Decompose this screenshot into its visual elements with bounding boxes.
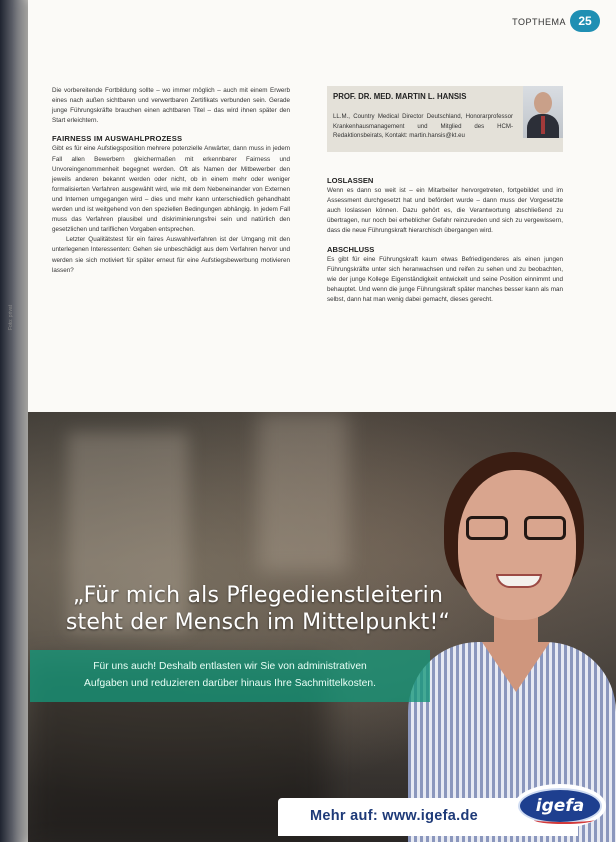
igefa-logo xyxy=(514,784,606,828)
ad-headline-line2: steht der Mensch im Mittelpunkt!“ xyxy=(65,610,451,635)
woman-smile xyxy=(496,574,542,588)
author-name: PROF. DR. MED. MARTIN L. HANSIS xyxy=(333,92,467,101)
glasses-icon xyxy=(466,516,570,542)
ad-url-link[interactable]: Mehr auf: www.igefa.de xyxy=(310,808,478,824)
ad-headline xyxy=(28,582,488,636)
ad-body-line1: Für uns auch! Deshalb entlasten wir Sie von administrativen xyxy=(93,661,367,672)
author-box xyxy=(327,86,563,152)
left-column xyxy=(52,86,290,276)
paragraph: Letzter Qualitätstest für ein faires Auswahlverfahren ist der Umgang mit den unterlegenen Interessenten: Gehen sie unbeschädigt aus dem Verfahren hervor und werden sie sich motiviert für später erneut für eine Aufstiegsbewerbung motivieren lassen? xyxy=(52,236,290,274)
glasses-lens-right xyxy=(524,516,566,540)
photo-credit: Foto: privat xyxy=(8,304,14,330)
subheading-fairness: FAIRNESS IM AUSWAHLPROZESS xyxy=(52,134,183,144)
author-bio: LL.M., Country Medical Director Deutschland, Honorarprofessor Krankenhausmanagement und Mitglied des HCM-Redaktionsbeirats, Kontakt: martin.hansis@kt.eu xyxy=(333,113,513,140)
portrait-tie xyxy=(541,116,545,134)
paragraph: Gibt es für eine Aufstiegsposition mehrere potenzielle Anwärter, dann muss in jedem Fall allen Bewerbern gleichermaßen mit erkennbarer Fairness und Unvoreingenommenheit begegnet werden. Oft als Namen der Mitbewerber den jeweils anderen bekannt werden oder nicht, ob in einem mehr oder weniger formalisierten Verfahren ausgewählt wird, wie mit dem Nebeneinander von Externen und Internen umgegangen wird – dies und mehr kann unterschiedlich gehandhabt werden und ist weitgehend von den speziellen Bedingungen abhängig. In jedem Fall muss das Verfahren plausibel und diskriminierungsfrei sein und natürlich den gesetzlichen und tariflichen Vorgaben entsprechen. xyxy=(52,145,290,234)
ad-body-line2: Aufgaben und reduzieren darüber hinaus Ihre Sachmittelkosten. xyxy=(84,678,376,689)
ad-body-box xyxy=(30,650,430,702)
ad-headline-line1: „Für mich als Pflegedienstleiterin xyxy=(72,583,444,608)
author-portrait xyxy=(523,86,563,138)
paragraph: Es gibt für eine Führungskraft kaum etwas Befriedigenderes als einen jungen Führungskräfte unter sich heranwachsen und reifen zu sehen und zu beobachten, wie der junge Kollege Eigenständigkeit entwickelt und seine Position einnimmt und behauptet. Und wenn die junge Führungskraft später manches besser kann als man selbst, dann hat man wenig dabei gemacht, dieses gerecht. xyxy=(327,255,563,304)
subheading-abschluss: ABSCHLUSS xyxy=(327,244,375,254)
binding-shadow xyxy=(0,0,30,842)
right-column xyxy=(327,86,563,305)
glasses-lens-left xyxy=(466,516,508,540)
background-blur xyxy=(258,412,348,572)
paragraph: Wenn es dann so weit ist – ein Mitarbeiter hervorgetreten, fortgebildet und im Assessment durchgesetzt hat und befördert wurde – dann muss der Vorgesetzte auch loslassen können. Dazu gehört es, die Verantwortung abschließend zu übertragen, nur noch bei erheblicher Gefahr reinzureden und sich zu vergewissern, dass die neue Führungskraft hierarchisch übergangen wird. xyxy=(327,187,563,235)
woman-photo xyxy=(408,442,616,842)
paragraph: Die vorbereitende Fortbildung sollte – wo immer möglich – auch mit einem Erwerb eines nach außen sichtbaren und verwertbaren Zertifikats verbunden sein. Gerade junge Führungskräfte brauchen einen achtbaren Titel – das wird ihnen später den Start erleichtern. xyxy=(52,87,290,125)
logo-swoosh-icon xyxy=(534,816,594,824)
page-number-badge: 25 xyxy=(570,10,600,32)
igefa-advertisement xyxy=(28,412,616,842)
section-label: TOPTHEMA xyxy=(512,17,566,27)
logo-text: igefa xyxy=(535,796,585,816)
portrait-head xyxy=(534,92,552,114)
subheading-loslassen: LOSLASSEN xyxy=(327,176,374,185)
